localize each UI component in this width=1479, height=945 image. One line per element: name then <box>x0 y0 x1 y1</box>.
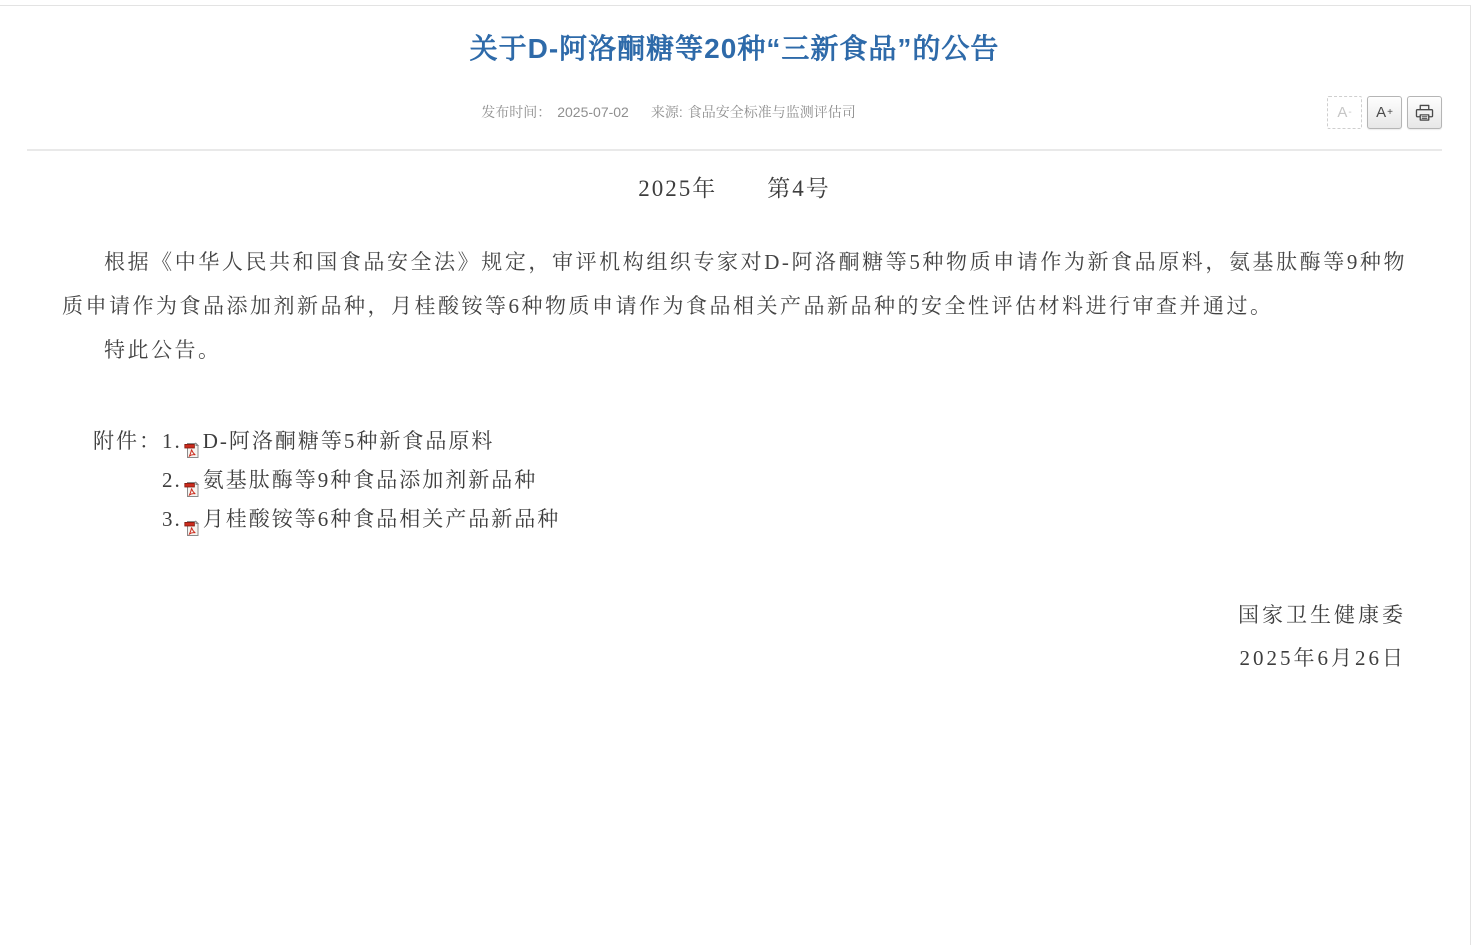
attachment-row <box>162 461 560 500</box>
print-button[interactable] <box>1407 96 1442 129</box>
content-frame <box>0 5 1471 945</box>
attachments-label: 附件： <box>93 429 162 453</box>
attachment-row <box>162 500 560 539</box>
pdf-file-icon[interactable] <box>184 433 201 451</box>
source-label: 来源: <box>650 104 683 120</box>
paragraph-closing: 特此公告。 <box>104 338 222 362</box>
publish-time-label: 发布时间： <box>481 104 552 120</box>
font-decrease-button[interactable]: A - <box>1327 96 1362 129</box>
font-decrease-letter: A <box>1337 104 1348 121</box>
paragraph-main: 根据《中华人民共和国食品安全法》规定，审评机构组织专家对D-阿洛酮糖等5种物质申请作为新食品原料，氨基肽酶等9种物质申请作为食品添加剂新品种，月桂酸铵等6种物质申请作为食品相关产品新品种的安全性评估材料进行审查并通过。 <box>62 250 1407 318</box>
font-toolbar <box>1327 96 1442 129</box>
page-title: 关于D-阿洛酮糖等20种“三新食品”的公告 <box>469 33 1000 64</box>
signing-agency: 国家卫生健康委 <box>1238 603 1406 627</box>
attachment-row <box>162 422 560 461</box>
attachment-index: 1. <box>162 429 182 453</box>
attachment-link[interactable]: D-阿洛酮糖等5种新食品原料 <box>202 429 495 453</box>
pdf-file-icon[interactable] <box>184 511 201 529</box>
document-number: 2025年 第4号 <box>638 176 831 201</box>
publish-meta <box>0 102 1470 122</box>
printer-icon <box>1415 104 1434 121</box>
announcement-text <box>62 240 1407 372</box>
attachments-section <box>93 422 1407 539</box>
article-body <box>0 173 1470 680</box>
attachment-index: 2. <box>162 468 182 492</box>
publish-date: 2025-07-02 <box>557 104 629 120</box>
header-divider <box>27 149 1442 151</box>
attachment-index: 3. <box>162 507 182 531</box>
attachment-link[interactable]: 氨基肽酶等9种食品添加剂新品种 <box>202 468 538 492</box>
attachment-link[interactable]: 月桂酸铵等6种食品相关产品新品种 <box>202 507 561 531</box>
pdf-file-icon[interactable] <box>184 472 201 490</box>
attachments-list <box>162 422 560 539</box>
font-increase-letter: A <box>1376 104 1387 121</box>
source-value: 食品安全标准与监测评估司 <box>687 104 856 120</box>
signature-block <box>62 594 1407 680</box>
signing-date: 2025年6月26日 <box>1239 646 1406 670</box>
font-increase-button[interactable]: A + <box>1367 96 1402 129</box>
article-header <box>0 6 1470 151</box>
